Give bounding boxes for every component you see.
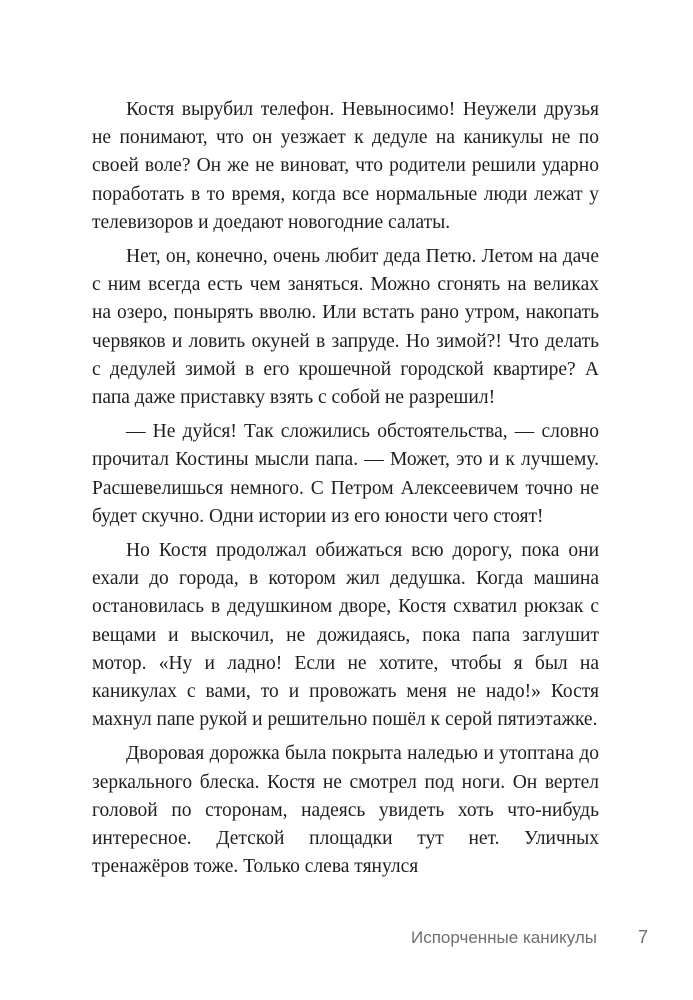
paragraph-3: — Не дуйся! Так сложились обстоятельства, — словно прочитал Костины мысли папа. — Может, это и к лучшему. Расшевелишься немного. С Петром Алексеевичем точно не будет скучно. Одни истории из его юности чего стоят! bbox=[92, 421, 599, 527]
page-number: 7 bbox=[638, 927, 649, 947]
paragraph-4: Но Костя продолжал обижаться всю дорогу, пока они ехали до города, в котором жил дедушка. Когда машина остановилась в дедушкином дворе, Костя схватил рюкзак с вещами и выскочил, не дожидаясь, пока папа заглушит мотор. «Ну и ладно! Если не хотите, чтобы я был на каникулах с вами, то и провожать меня не надо!» Костя махнул папе рукой и решительно пошёл к серой пятиэтажке. bbox=[92, 540, 599, 731]
running-title: Испорченные каникулы bbox=[411, 928, 597, 947]
page-footer bbox=[0, 928, 693, 958]
paragraph-2: Нет, он, конечно, очень любит деда Петю. Летом на даче с ним всегда есть чем заняться. Можно сгонять на великах на озеро, понырять вволю. Или встать рано утром, накопать червяков и ловить окуней в запруде. Но зимой?! Что делать с дедулей зимой в его крошечной городской квартире? А папа даже приставку взять с собой не разрешил! bbox=[92, 246, 599, 409]
paragraph-1: Костя вырубил телефон. Невыносимо! Неужели друзья не понимают, что он уезжает к дедуле на каникулы не по своей воле? Он же не виноват, что родители решили ударно поработать в то время, когда все нормальные люди лежат у телевизоров и доедают новогодние салаты. bbox=[92, 99, 599, 233]
body-text bbox=[92, 96, 599, 887]
paragraph-5: Дворовая дорожка была покрыта наледью и утоптана до зеркального блеска. Костя не смотрел под ноги. Он вертел головой по сторонам, надеясь увидеть хоть что-нибудь интересное. Детской площадки тут нет. Уличных тренажёров тоже. Только слева тянулся bbox=[92, 743, 599, 878]
